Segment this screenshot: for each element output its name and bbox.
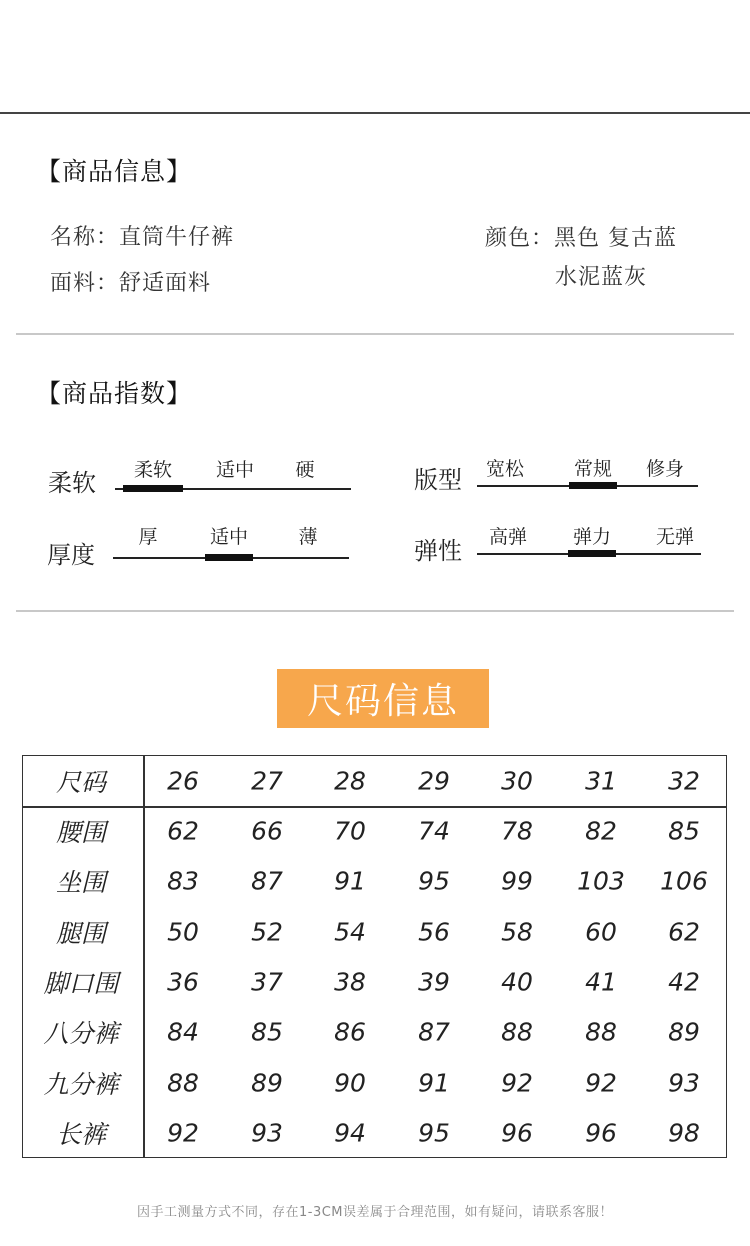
table-cell: 92 <box>167 1118 199 1148</box>
table-header-size: 29 <box>418 766 450 796</box>
index-option: 硬 <box>295 459 315 481</box>
table-cell: 60 <box>585 917 617 947</box>
product-color-line1: 颜色：黑色 复古蓝 <box>485 226 677 251</box>
table-cell: 91 <box>418 1068 450 1097</box>
table-cell: 93 <box>668 1068 700 1097</box>
index-label: 厚度 <box>47 541 95 569</box>
top-divider <box>0 112 750 114</box>
table-cell: 88 <box>501 1017 533 1047</box>
table-cell: 70 <box>334 816 366 846</box>
table-cell: 74 <box>418 816 450 846</box>
table-row-label: 坐围 <box>55 868 107 898</box>
table-cell: 84 <box>167 1017 199 1047</box>
table-cell: 83 <box>167 866 199 896</box>
table-cell: 41 <box>585 967 617 997</box>
table-cell: 87 <box>418 1017 450 1047</box>
table-cell: 82 <box>585 816 617 846</box>
table-header-label: 尺码 <box>55 768 107 797</box>
index-selected-marker <box>569 482 617 489</box>
table-cell: 106 <box>660 866 708 896</box>
table-cell: 56 <box>418 917 450 947</box>
index-label: 弹性 <box>414 537 462 565</box>
table-cell: 94 <box>334 1118 366 1148</box>
product-color-line2: 水泥蓝灰 <box>555 265 648 290</box>
table-row-label: 脚口围 <box>43 968 119 998</box>
product-name: 名称：直筒牛仔裤 <box>50 225 235 250</box>
table-header-size: 31 <box>585 766 617 796</box>
index-selected-marker <box>123 485 183 492</box>
table-header-size: 26 <box>167 766 199 796</box>
table-cell: 98 <box>668 1118 700 1148</box>
size-info-banner: 尺码信息 <box>277 669 489 728</box>
table-cell: 92 <box>501 1068 533 1097</box>
table-column-divider <box>143 756 145 1157</box>
table-cell: 66 <box>251 816 283 846</box>
table-cell: 78 <box>501 816 533 846</box>
product-fabric: 面料：舒适面料 <box>50 271 212 296</box>
table-cell: 88 <box>585 1017 617 1047</box>
index-option: 常规 <box>573 458 613 480</box>
table-row-label: 腰围 <box>55 818 107 847</box>
table-cell: 96 <box>585 1118 617 1148</box>
table-cell: 91 <box>334 866 366 896</box>
index-label: 版型 <box>414 466 462 494</box>
table-row-label: 腿围 <box>55 918 107 948</box>
table-cell: 85 <box>668 816 700 846</box>
table-header-size: 32 <box>668 766 700 796</box>
table-header-size: 27 <box>251 766 283 796</box>
table-cell: 87 <box>251 866 283 896</box>
index-option: 高弹 <box>488 526 528 548</box>
table-cell: 50 <box>167 917 199 947</box>
table-cell: 62 <box>167 816 199 846</box>
table-cell: 90 <box>334 1068 366 1097</box>
table-row-label: 九分裤 <box>43 1069 119 1099</box>
table-cell: 37 <box>251 967 283 997</box>
table-cell: 40 <box>501 967 533 997</box>
table-cell: 99 <box>501 866 533 896</box>
table-cell: 54 <box>334 917 366 947</box>
table-cell: 96 <box>501 1118 533 1148</box>
index-option: 无弹 <box>655 526 695 548</box>
index-option: 适中 <box>209 526 249 548</box>
table-cell: 95 <box>418 1118 450 1148</box>
size-table <box>22 755 727 1158</box>
table-header-size: 30 <box>501 766 533 796</box>
index-option: 柔软 <box>133 459 173 481</box>
table-header-size: 28 <box>334 766 366 796</box>
index-selected-marker <box>205 554 253 561</box>
index-divider <box>16 610 734 612</box>
product-info-title: 【商品信息】 <box>36 157 193 186</box>
table-cell: 38 <box>334 967 366 997</box>
measurement-footnote: 因手工测量方式不同，存在1-3CM误差属于合理范围，如有疑问，请联系客服！ <box>136 1205 614 1220</box>
table-cell: 36 <box>167 967 199 997</box>
info-divider <box>16 333 734 335</box>
index-option: 厚 <box>138 526 158 548</box>
table-cell: 42 <box>668 967 700 997</box>
index-option: 薄 <box>298 526 318 548</box>
product-index-title: 【商品指数】 <box>36 379 193 408</box>
index-option: 适中 <box>215 459 255 481</box>
table-cell: 103 <box>577 866 625 896</box>
table-cell: 89 <box>251 1068 283 1097</box>
index-option: 修身 <box>645 458 685 480</box>
table-cell: 93 <box>251 1118 283 1148</box>
table-cell: 58 <box>501 917 533 947</box>
table-cell: 62 <box>668 917 700 947</box>
table-cell: 89 <box>668 1017 700 1047</box>
table-cell: 85 <box>251 1017 283 1047</box>
table-row-label: 八分裤 <box>43 1019 119 1049</box>
table-cell: 52 <box>251 917 283 947</box>
table-cell: 95 <box>418 866 450 896</box>
table-cell: 86 <box>334 1017 366 1047</box>
table-cell: 92 <box>585 1068 617 1097</box>
index-option: 弹力 <box>572 526 612 548</box>
index-option: 宽松 <box>485 458 525 480</box>
table-header-divider <box>23 806 726 808</box>
index-label: 柔软 <box>48 469 96 497</box>
table-row-label: 长裤 <box>55 1119 107 1149</box>
table-cell: 39 <box>418 967 450 997</box>
index-selected-marker <box>568 550 616 557</box>
table-cell: 88 <box>167 1068 199 1097</box>
